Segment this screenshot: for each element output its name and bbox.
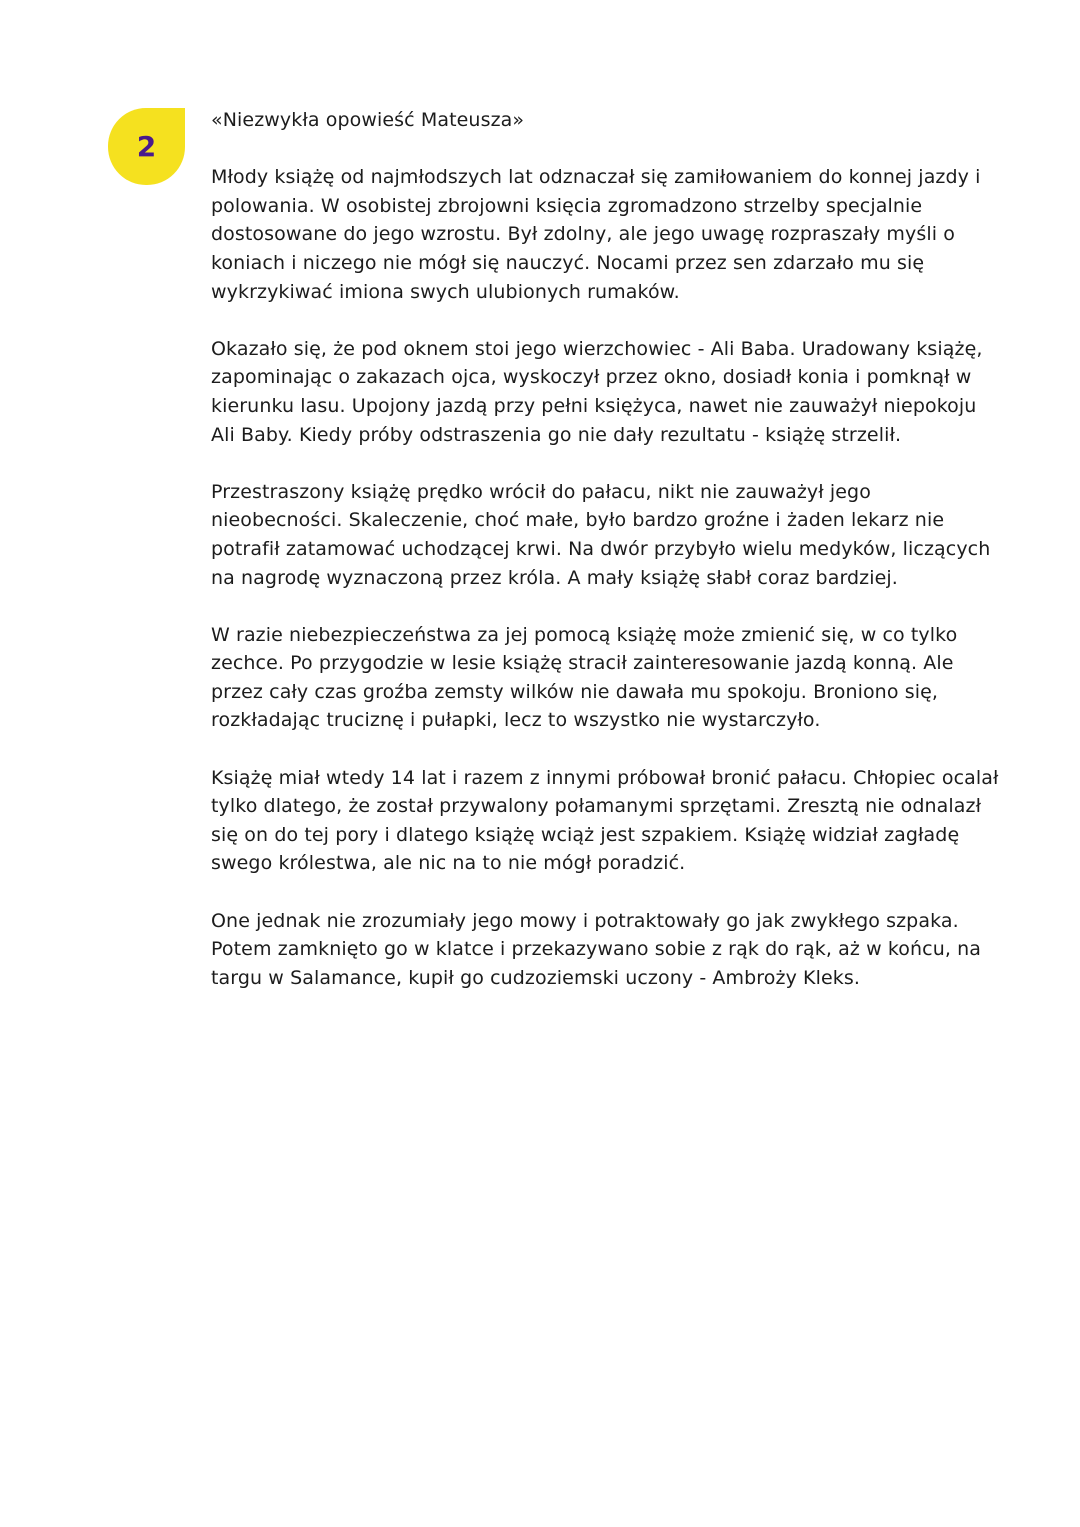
paragraph-6: One jednak nie zrozumiały jego mowy i potraktowały go jak zwykłego szpaka. Potem zamknięto go w klatce i przekazywano sobie z rąk do rąk, aż w końcu, na targu w Salamance, kupił go cudzoziemski uczony - Ambroży Kleks. [211,909,982,989]
paragraph-4: W razie niebezpieczeństwa za jej pomocą książę może zmienić się, w co tylko zechce. Po przygodzie w lesie książę stracił zainteresowanie jazdą konną. Ale przez cały czas groźba zemsty wilków nie dawała mu spokoju. Broniono się, rozkładając truciznę i pułapki, lecz to wszystko nie wystarczyło. [211,623,958,732]
paragraph-2: Okazało się, że pod oknem stoi jego wierzchowiec - Ali Baba. Uradowany książę, zapominając o zakazach ojca, wyskoczył przez okno, dosiadł konia i pomknął w kierunku lasu. Upojony jazdą przy pełni księżyca, nawet nie zauważył niepokoju Ali Baby. Kiedy próby odstraszenia go nie dały rezultatu - książę strzelił. [211,337,983,446]
paragraph-1: Młody książę od najmłodszych lat odznaczał się zamiłowaniem do konnej jazdy i polowania. W osobistej zbrojowni księcia zgromadzono strzelby specjalnie dostosowane do jego wzrostu. Był zdolny, ale jego uwagę rozpraszały myśli o koniach i niczego nie mógł się nauczyć. Nocami przez sen zdarzało mu się wykrzykiwać imiona swych ulubionych rumaków. [211,166,981,303]
story-content [211,106,1001,1021]
paragraph-3: Przestraszony książę prędko wrócił do pałacu, nikt nie zauważył jego nieobecności. Skaleczenie, choć małe, było bardzo groźne i żaden lekarz nie potrafił zatamować uchodzącej krwi. Na dwór przybyło wielu medyków, liczących na nagrodę wyznaczoną przez króla. A mały książę słabł coraz bardziej. [211,480,991,589]
page-number: 2 [136,129,157,163]
paragraph-5: Książę miał wtedy 14 lat i razem z innymi próbował bronić pałacu. Chłopiec ocalał tylko dlatego, że został przywalony połamanymi sprzętami. Zresztą nie odnalazł się on do tej pory i dlatego książę wciąż jest szpakiem. Książę widział zagładę swego królestwa, ale nic na to nie mógł poradzić. [211,766,999,875]
story-title: «Niezwykła opowieść Mateusza» [211,109,525,131]
page-number-badge [108,108,185,185]
